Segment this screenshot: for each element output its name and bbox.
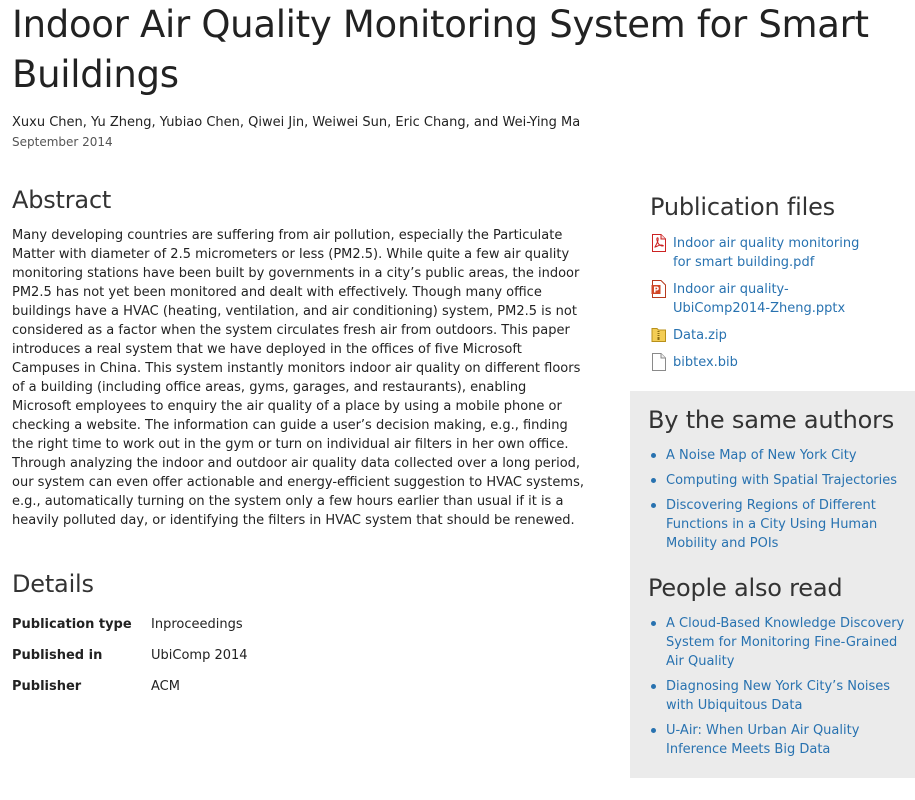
file-link-pdf[interactable]: Indoor air quality monitoring for smart building.pdf <box>673 236 860 270</box>
details-value: Inproceedings <box>151 617 243 632</box>
details-key: Publication type <box>12 617 132 632</box>
details-row <box>12 674 248 705</box>
people-also-read-list <box>648 614 910 765</box>
abstract-text: Many developing countries are suffering from air pollution, especially the Particulate Matter with diameter of 2.5 micrometers or less (PM2.5). While quite a few air quality monitoring stations have been built by governments in a city’s public areas, the indoor PM2.5 has not yet been monitored and dealt with effectively. Though many office buildings have a HVAC (heating, ventilation, and air conditioning) system, PM2.5 is not considered as a factor when the system circulates fresh air from outdoors. This paper introduces a real system that we have deployed in the offices of five Microsoft Campuses in China. This system instantly monitors indoor air quality on different floors of a building (including office areas, gyms, garages, and restaurants), enabling Microsoft employees to enquiry the air quality of a place by using a mobile phone or checking a website. The information can guide a user’s decision making, e.g., finding the right time to work out in the gym or turn on individual air filters in her own office. Through analyzing the indoor and outdoor air quality data collected over a long period, our system can even offer actionable and energy-efficient suggestion to HVAC systems, e.g., automatically turning on the system only a few hours earlier than usual if it is a heavily polluted day, or identifying the filters in HVAC system that should be renewed. <box>12 228 584 528</box>
details-row <box>12 643 248 674</box>
list-item <box>648 677 910 715</box>
related-link[interactable]: Discovering Regions of Different Functions in a City Using Human Mobility and POIs <box>666 498 878 551</box>
file-item <box>650 280 900 318</box>
list-item <box>648 721 910 759</box>
publication-date: September 2014 <box>12 135 113 149</box>
pptx-file-icon <box>651 280 665 296</box>
zip-file-icon <box>651 326 665 342</box>
same-authors-heading: By the same authors <box>648 406 895 434</box>
people-also-read-heading: People also read <box>648 574 843 602</box>
list-item <box>648 496 910 553</box>
file-item <box>650 353 900 372</box>
list-item <box>648 614 910 671</box>
abstract-heading: Abstract <box>12 186 112 214</box>
page-title: Indoor Air Quality Monitoring System for Smart Buildings <box>12 3 869 96</box>
file-item <box>650 326 900 345</box>
details-value: UbiComp 2014 <box>151 648 248 663</box>
related-link[interactable]: Diagnosing New York City’s Noises with Ubiquitous Data <box>666 679 891 713</box>
related-link[interactable]: A Cloud-Based Knowledge Discovery System for Monitoring Fine-Grained Air Quality <box>666 616 905 669</box>
file-link-pptx[interactable]: Indoor air quality-UbiComp2014-Zheng.pptx <box>673 282 846 316</box>
related-link[interactable]: Computing with Spatial Trajectories <box>666 473 897 488</box>
details-heading: Details <box>12 570 94 598</box>
blank-file-icon <box>651 353 665 369</box>
svg-text:P: P <box>653 285 660 295</box>
details-key: Publisher <box>12 679 82 694</box>
file-item <box>650 234 900 272</box>
details-key: Published in <box>12 648 103 663</box>
author-list: Xuxu Chen, Yu Zheng, Yubiao Chen, Qiwei Jin, Weiwei Sun, Eric Chang, and Wei-Ying Ma <box>12 115 581 130</box>
details-row <box>12 612 248 643</box>
related-link[interactable]: A Noise Map of New York City <box>666 448 857 463</box>
related-link[interactable]: U-Air: When Urban Air Quality Inference Meets Big Data <box>666 723 860 757</box>
publication-files-heading: Publication files <box>650 193 835 221</box>
pdf-file-icon <box>651 234 665 250</box>
details-value: ACM <box>151 679 180 694</box>
file-link-bib[interactable]: bibtex.bib <box>673 355 738 370</box>
publication-files-list <box>650 234 900 380</box>
list-item <box>648 446 910 465</box>
details-table <box>12 612 248 705</box>
list-item <box>648 471 910 490</box>
file-link-zip[interactable]: Data.zip <box>673 328 727 343</box>
same-authors-list <box>648 446 910 559</box>
